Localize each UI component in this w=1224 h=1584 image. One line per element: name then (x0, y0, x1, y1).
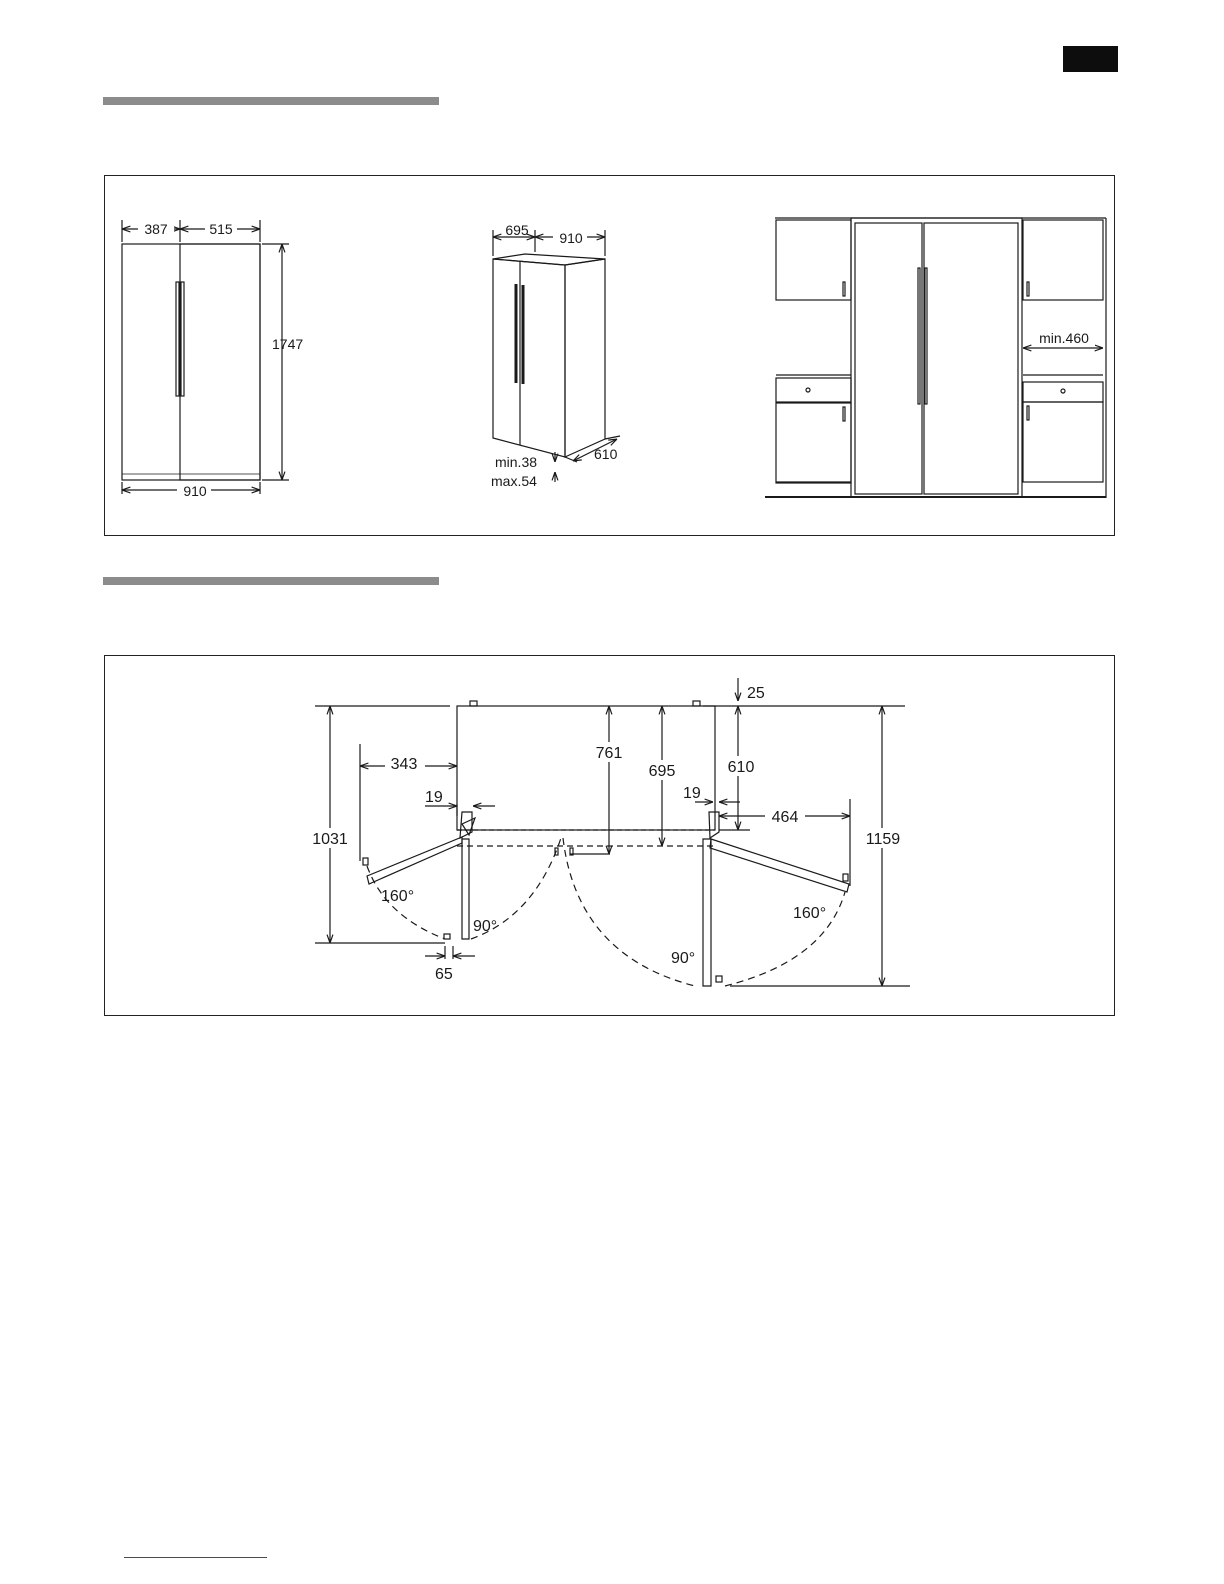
footer-link-underline (124, 1557, 267, 1558)
right-door-160 (710, 839, 849, 892)
freezer-width-label: 387 (144, 221, 168, 237)
dimensions-figure (104, 175, 1115, 536)
left-depth-open-label: 1031 (312, 831, 348, 848)
top-view (315, 678, 910, 986)
lower-left-cabinet (776, 403, 851, 483)
height-label: 1747 (272, 336, 304, 352)
upper-right-cabinet (1023, 220, 1103, 300)
cabinet-depth-top-label: 610 (727, 759, 755, 776)
gap-min-label: min.38 (495, 454, 538, 470)
fridge-width-label: 515 (209, 221, 233, 237)
width-label: 910 (559, 230, 583, 246)
side-face (565, 259, 605, 457)
depth-label: 695 (505, 222, 529, 238)
right-door-90 (703, 839, 711, 986)
lower-right-cabinet (1023, 402, 1103, 482)
total-width-label: 910 (183, 483, 207, 499)
door-opening-figure (104, 655, 1115, 1016)
fridge-door (180, 244, 260, 480)
left-hinge-offset-label: 19 (425, 789, 443, 806)
left-door-thickness-label: 65 (435, 966, 453, 983)
left-hinge (462, 818, 475, 835)
right-hinge (709, 812, 719, 838)
freezer-door (122, 244, 260, 480)
right-hinge-offset-label: 19 (683, 785, 701, 802)
left-angle-wide-label: 160° (381, 888, 415, 905)
upper-left-cabinet (776, 220, 851, 300)
cabinet-depth-label: 610 (594, 446, 618, 462)
left-door-swing-label: 343 (390, 756, 418, 773)
section-heading-bar-dimensions (103, 97, 439, 105)
fridge-handle (181, 282, 184, 396)
depth-to-hinge-a-label: 761 (595, 745, 623, 762)
right-arc-160 (725, 892, 845, 986)
gap-max-label: max.54 (491, 473, 537, 489)
niche-fridge-door (924, 223, 1018, 494)
front-face (493, 259, 565, 457)
depth-to-hinge-b-label: 695 (648, 763, 676, 780)
right-angle-wide-label: 160° (793, 905, 827, 922)
installation-view (765, 218, 1106, 498)
right-door-swing-label: 464 (771, 809, 799, 826)
side-clearance-label: min.460 (1039, 330, 1089, 346)
front-view (122, 220, 289, 494)
right-drawer (1023, 382, 1103, 402)
dimensions-drawing (105, 176, 1116, 537)
niche-freezer-door (855, 223, 922, 494)
left-drawer (776, 378, 851, 402)
door-opening-drawing (105, 656, 1116, 1017)
top-clearance-label: 25 (747, 685, 765, 702)
left-door-90 (462, 839, 469, 939)
section-heading-bar-door-opening (103, 577, 439, 585)
left-door-160 (367, 837, 462, 884)
perspective-view (493, 230, 620, 482)
left-angle-right-label: 90° (473, 918, 498, 935)
right-angle-right-label: 90° (671, 950, 696, 967)
language-tab (1063, 46, 1118, 72)
appliance-niche (851, 218, 1022, 497)
freezer-handle (176, 282, 179, 396)
right-depth-open-label: 1159 (865, 831, 901, 848)
